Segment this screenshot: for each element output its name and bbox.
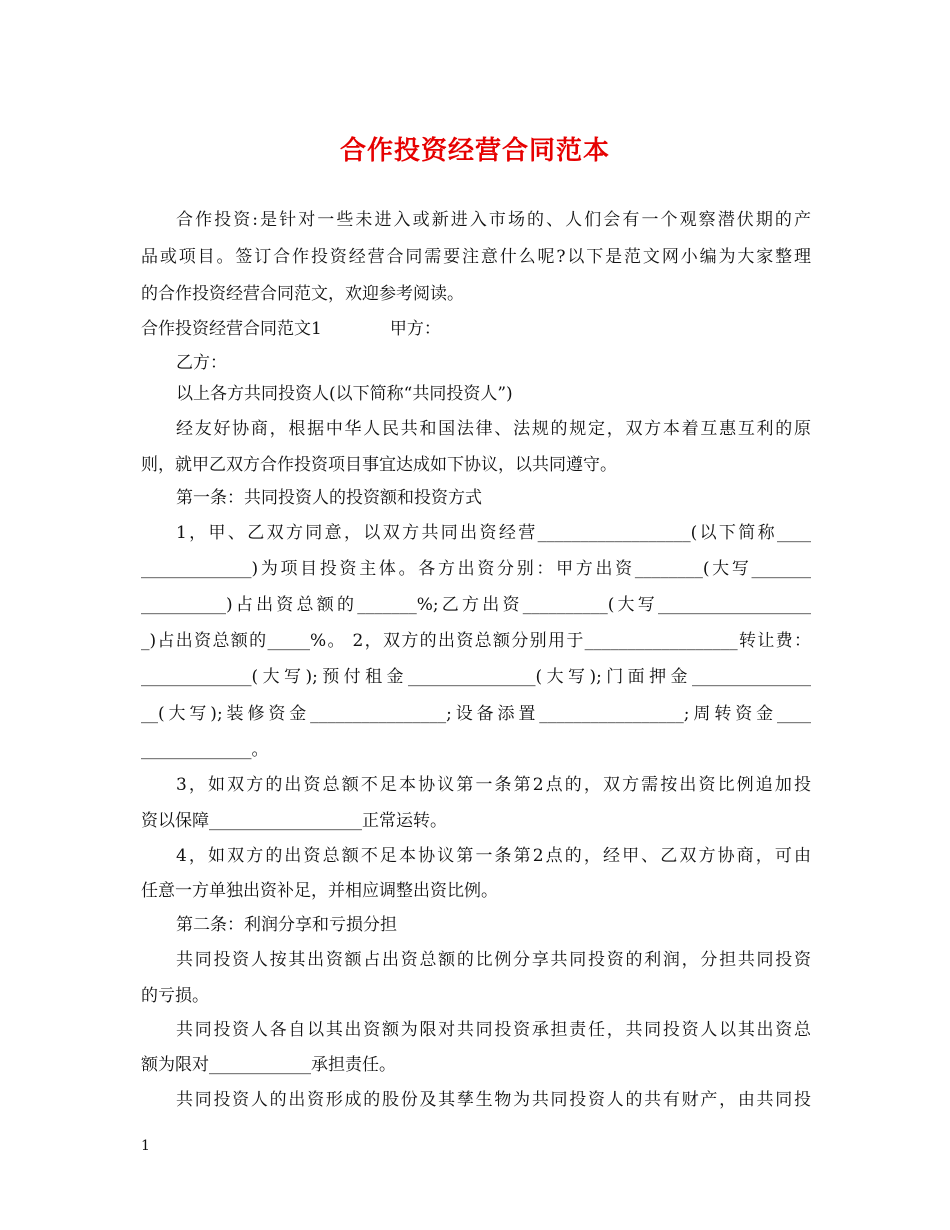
- clause-3-line-1: 3，如双方的出资总额不足本协议第一条第2点的，双方需按出资比例追加投: [176, 775, 811, 795]
- page-number: 1: [141, 1138, 150, 1154]
- clause-1-line-7: _____________。: [141, 740, 269, 760]
- intro-line-3: 的合作投资经营合同范文，欢迎参考阅读。: [141, 284, 464, 304]
- clause-1-line-5: _____________(大写);预付租金_______________(大写);门面押金______________: [141, 667, 811, 687]
- liability-line-1: 共同投资人各自以其出资额为限对共同投资承担责任，共同投资人以其出资总: [176, 1020, 811, 1040]
- clause-1-line-3: __________)占出资总额的_______%;乙方出资__________(大写__________________: [141, 595, 811, 615]
- party-a-label: 甲方：: [389, 319, 441, 339]
- liability-line-2: 额为限对____________承担责任。: [141, 1055, 396, 1075]
- clause-1-line-4: _)占出资总额的_____%。 2，双方的出资总额分别用于__________________转让费：: [141, 631, 811, 651]
- co-investor-line: 以上各方共同投资人(以下简称“共同投资人”): [176, 384, 513, 404]
- intro-line-1: 合作投资:是针对一些未进入或新进入市场的、人们会有一个观察潜伏期的产: [176, 210, 811, 230]
- clause-1-line-2: _____________)为项目投资主体。各方出资分别：甲方出资________(大写_______: [141, 559, 811, 579]
- clause-1-line-1: 1，甲、乙双方同意，以双方共同出资经营__________________(以下简称____: [176, 523, 811, 543]
- clause-4-line-1: 4，如双方的出资总额不足本协议第一条第2点的，经甲、乙双方协商，可由: [176, 846, 811, 866]
- negotiation-line-1: 经友好协商，根据中华人民共和国法律、法规的规定，双方本着互惠互利的原: [176, 419, 811, 439]
- contract-heading: 合作投资经营合同范文1: [141, 319, 322, 339]
- party-b-label: 乙方：: [176, 353, 227, 373]
- document-title: 合作投资经营合同范本: [339, 136, 610, 166]
- article-1-heading: 第一条：共同投资人的投资额和投资方式: [176, 488, 482, 508]
- clause-1-line-6: __(大写);装修资金________________;设备添置_________________;周转资金____: [141, 704, 811, 724]
- intro-line-2: 品或项目。签订合作投资经营合同需要注意什么呢?以下是范文网小编为大家整理: [141, 247, 811, 267]
- article-2-heading: 第二条：利润分享和亏损分担: [176, 915, 397, 935]
- negotiation-line-2: 则，就甲乙双方合作投资项目事宜达成如下协议，以共同遵守。: [141, 455, 617, 475]
- property-line-1: 共同投资人的出资形成的股份及其孳生物为共同投资人的共有财产，由共同投: [176, 1090, 811, 1110]
- profit-line-2: 的亏损。: [141, 986, 209, 1006]
- clause-3-line-2: 资以保障__________________正常运转。: [141, 811, 447, 831]
- contract-heading-line: [141, 319, 811, 339]
- profit-line-1: 共同投资人按其出资额占出资总额的比例分享共同投资的利润，分担共同投资: [176, 950, 811, 970]
- clause-4-line-2: 任意一方单独出资补足，并相应调整出资比例。: [141, 881, 498, 901]
